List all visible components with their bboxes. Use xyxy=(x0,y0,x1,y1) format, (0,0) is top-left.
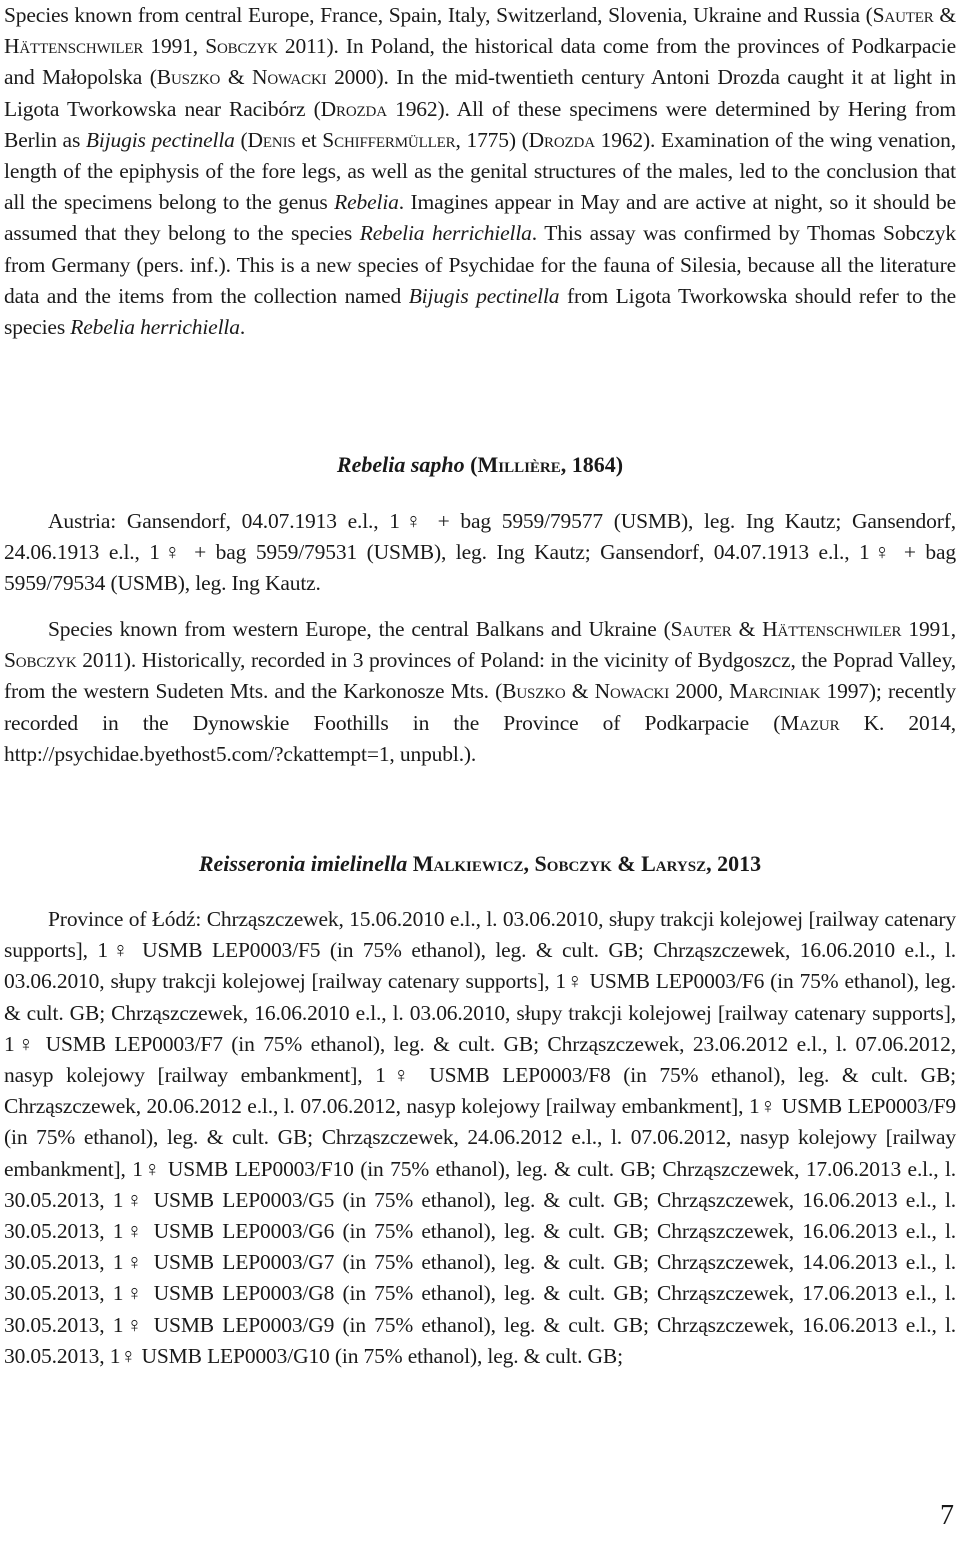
species-heading-rebelia-sapho: Rebelia sapho (Millière, 1864) xyxy=(336,452,624,477)
paragraph-material-examined-imielinella: Province of Łódź: Chrząszczewek, 15.06.2010 e.l., l. 03.06.2010, słupy trakcji kolejowej [railway catenary supports], 1♀ USMB LEP0003/F5 (in 75% ethanol), leg. & cult. GB; Chrząszczewek, 16.06.2010 e.l., l. 03.06.2010, słupy trakcji kolejowej [railway catenary supports], 1♀ USMB LEP0003/F6 (in 75% ethanol), leg. & cult. GB; Chrząszczewek, 16.06.2010 e.l., l. 03.06.2010, słupy trakcji kolejowej [railway catenary supports], 1♀ USMB LEP0003/F7 (in 75% ethanol), leg. & cult. GB; Chrząszczewek, 23.06.2012 e.l., l. 07.06.2012, nasyp kolejowy [railway embankment], 1♀ USMB LEP0003/F8 (in 75% ethanol), leg. & cult. GB; Chrząszczewek, 20.06.2012 e.l., l. 07.06.2012, nasyp kolejowy [railway embankment], 1♀ USMB LEP0003/F9 (in 75% ethanol), leg. & cult. GB; Chrząszczewek, 24.06.2012 e.l., l. 07.06.2012, nasyp kolejowy [railway embankment], 1♀ USMB LEP0003/F10 (in 75% ethanol), leg. & cult. GB; Chrząszczewek, 17.06.2013 e.l., l. 30.05.2013, 1♀ USMB LEP0003/G5 (in 75% ethanol), leg. & cult. GB; Chrząszczewek, 16.06.2013 e.l., l. 30.05.2013, 1♀ USMB LEP0003/G6 (in 75% ethanol), leg. & cult. GB; Chrząszczewek, 16.06.2013 e.l., l. 30.05.2013, 1♀ USMB LEP0003/G7 (in 75% ethanol), leg. & cult. GB; Chrząszczewek, 14.06.2013 e.l., l. 30.05.2013, 1♀ USMB LEP0003/G8 (in 75% ethanol), leg. & cult. GB; Chrząszczewek, 17.06.2013 e.l., l. 30.05.2013, 1♀ USMB LEP0003/G9 (in 75% ethanol), leg. & cult. GB; Chrząszczewek, 16.06.2013 e.l., l. 30.05.2013, 1♀ USMB LEP0003/G10 (in 75% ethanol), leg. & cult. GB; xyxy=(4,907,956,1368)
page-number: 7 xyxy=(940,1500,954,1531)
species-heading-reisseronia-imielinella: Reisseronia imielinella Malkiewicz, Sobczyk & Larysz, 2013 xyxy=(198,851,762,876)
paragraph-distribution-sapho: Species known from western Europe, the central Balkans and Ukraine (Sauter & Hättenschwiler 1991, Sobczyk 2011). Historically, recorded in 3 provinces of Poland: in the vicinity of Bydgoszcz, the Poprad Valley, from the western Sudeten Mts. and the Karkonosze Mts. (Buszko & Nowacki 2000, Marciniak 1997); recently recorded in the Dynowskie Foothills in the Province of Podkarpacie (Mazur K. 2014, http://psychidae.byethost5.com/?ckattempt=1, unpubl.). xyxy=(4,617,956,766)
paragraph-rebelia-herrichiella-notes: Species known from central Europe, France, Spain, Italy, Switzerland, Slovenia, Ukraine and Russia (Sauter & Hättenschwiler 1991, Sobczyk 2011). In Poland, the historical data come from the provinces of Podkarpacie and Małopolska (Buszko & Nowacki 2000). In the mid-twentieth century Antoni Drozda caught it at light in Ligota Tworkowska near Racibórz (Drozda 1962). All of these specimens were determined by Hering from Berlin as Bijugis pectinella (Denis et Schiffermüller, 1775) (Drozda 1962). Examination of the wing venation, length of the epiphysis of the fore legs, as well as the genital structures of the males, led to the conclusion that all the specimens belong to the genus Rebelia. Imagines appear in May and are active at night, so it should be assumed that they belong to the species Rebelia herrichiella. This assay was confirmed by Thomas Sobczyk from Germany (pers. inf.). This is a new species of Psychidae for the fauna of Silesia, because all the literature data and the items from the collection named Bijugis pectinella from Ligota Tworkowska should refer to the species Rebelia herrichiella. xyxy=(4,3,957,340)
paragraph-material-examined-sapho: Austria: Gansendorf, 04.07.1913 e.l., 1♀ + bag 5959/79577 (USMB), leg. Ing Kautz; Gansendorf, 24.06.1913 e.l., 1♀ + bag 5959/79531 (USMB), leg. Ing Kautz; Gansendorf, 04.07.1913 e.l., 1♀ + bag 5959/79534 (USMB), leg. Ing Kautz. xyxy=(4,509,956,596)
